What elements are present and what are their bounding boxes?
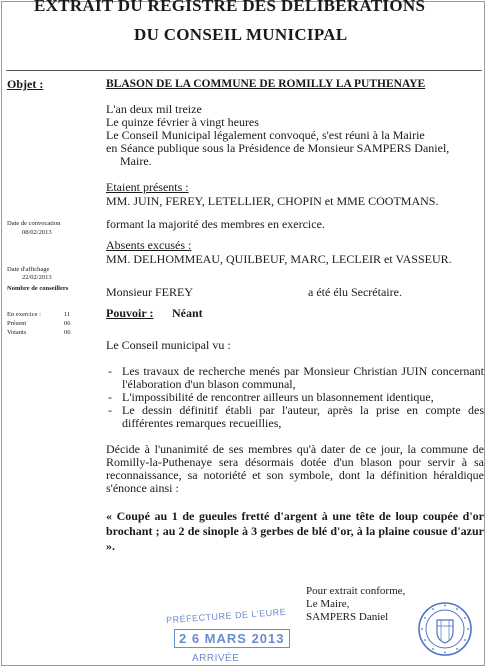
absents-label: Absents excusés : — [106, 238, 192, 252]
list-item: - L'impossibilité de rencontrer ailleurs un blasonnement identique, — [106, 391, 484, 404]
conseillers-label: Nombre de conseillers — [7, 285, 69, 292]
exercice-label: En exercice : — [7, 311, 41, 318]
present-value: 06 — [64, 320, 71, 327]
convocation-label: Date de convocation — [7, 220, 61, 227]
stamp-date: 2 6 MARS 2013 — [174, 629, 290, 648]
signature-line-3: SAMPERS Daniel — [306, 611, 389, 623]
mairie-seal-icon — [417, 601, 473, 657]
exercice-value: 11 — [64, 311, 71, 318]
list-item: - Le dessin définitif établi par l'auteur, après la prise en compte des différentes remarques recueillies, — [106, 404, 484, 430]
stamp-bottom-text: ARRIVÉE — [192, 653, 240, 664]
affichage-date: 22/02/2013 — [22, 274, 52, 281]
objet-title: BLASON DE LA COMMUNE DE ROMILLY LA PUTHENAYE — [106, 78, 426, 90]
pouvoir-value: Néant — [172, 306, 203, 320]
prefecture-stamp — [160, 601, 287, 669]
intro-line-5: Maire. — [120, 154, 152, 168]
decision-paragraph: Décide à l'unanimité de ses membres qu'à dater de ce jour, la commune de Romilly-la-Puthenaye sera désormais dotée d'un blason pour servir à sa reconnaissance, sa notoriété et son symbole, dont la définition héraldique s'énonce ainsi : — [106, 442, 484, 495]
intro-block — [106, 103, 449, 168]
vu-line: Le Conseil municipal vu : — [106, 338, 231, 352]
list-item: - Les travaux de recherche menés par Monsieur Christian JUIN concernant l'élaboration d'un blason communal, — [106, 365, 484, 391]
secretary-role: a été élu Secrétaire. — [308, 285, 402, 299]
intro-line-2: Le quinze février à vingt heures — [106, 115, 259, 129]
votants-value: 06 — [64, 329, 71, 336]
present-label: Présent — [7, 320, 27, 327]
intro-line-3: Le Conseil Municipal légalement convoqué, s'est réuni à la Mairie — [106, 128, 425, 142]
pouvoir-label: Pouvoir : — [106, 306, 154, 320]
presents-names: MM. JUIN, FEREY, LETELLIER, CHOPIN et MME COOTMANS. — [106, 194, 439, 208]
absents-names: MM. DELHOMMEAU, QUILBEUF, MARC, LECLEIR et VASSEUR. — [106, 252, 452, 266]
blazon-definition: « Coupé au 1 de gueules fretté d'argent à une tête de loup coupée d'or brochant ; au 2 de sinople à 3 gerbes de blé d'or, à la plaine cousue d'azur ». — [106, 509, 484, 553]
convocation-date: 08/02/2013 — [22, 229, 52, 236]
presents-majority: formant la majorité des membres en exercice. — [106, 217, 325, 231]
stamp-top-text: PRÉFECTURE DE L'EURE — [165, 606, 287, 626]
objet-label: Objet : — [7, 77, 44, 91]
intro-line-1: L'an deux mil treize — [106, 102, 202, 116]
intro-line-4: en Séance publique sous la Présidence de Monsieur SAMPERS Daniel, — [106, 141, 450, 155]
signature-block — [306, 585, 405, 624]
presents-label: Etaient présents : — [106, 180, 189, 194]
signature-line-2: Le Maire, — [306, 598, 350, 610]
signature-line-1: Pour extrait conforme, — [306, 585, 406, 597]
considerations-list — [106, 365, 484, 430]
top-divider — [6, 70, 482, 71]
header-line1: EXTRAIT DU REGISTRE DES DELIBERATIONS — [34, 0, 426, 15]
header-line2: DU CONSEIL MUNICIPAL — [134, 25, 348, 44]
page-frame — [1, 1, 485, 666]
secretary-name: Monsieur FEREY — [106, 285, 193, 299]
affichage-label: Date d'affichage — [7, 266, 50, 273]
votants-label: Votants — [7, 329, 27, 336]
